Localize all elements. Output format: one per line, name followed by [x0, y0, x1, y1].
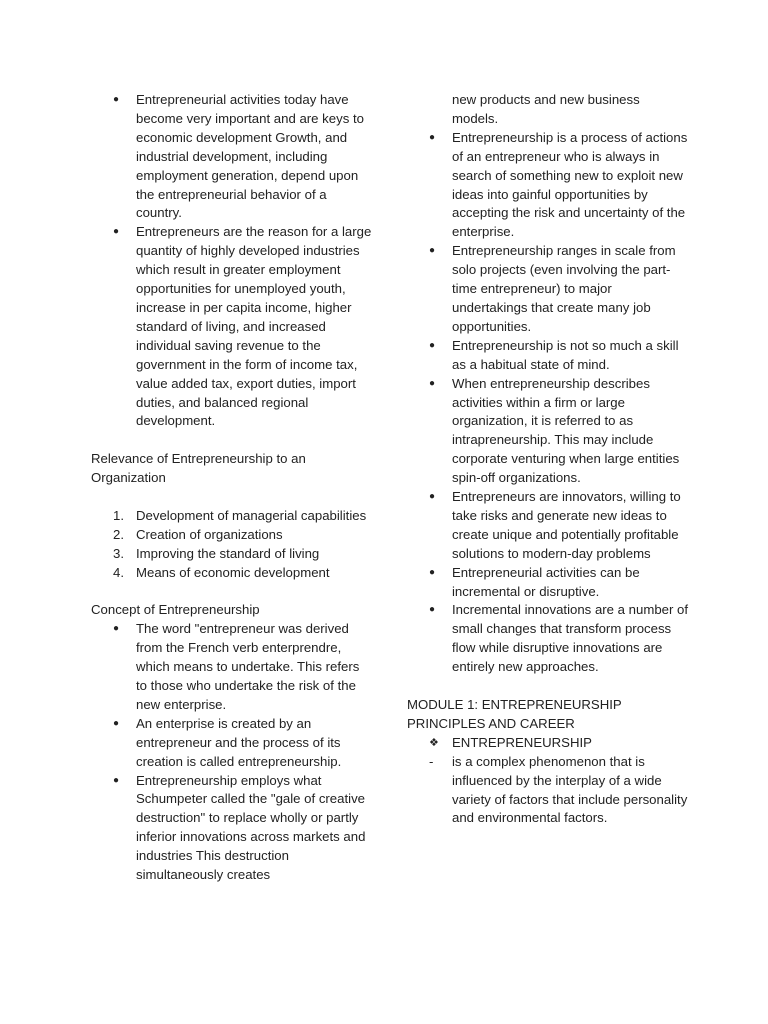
- list-item: ● Entrepreneurship ranges in scale from solo projects (even involving the part-time entrepreneur) to major undertakings that create many job opportunities.: [407, 242, 689, 337]
- list-item: ● Entrepreneurship is a process of actions of an entrepreneur who is always in search of something new to exploit new ideas into gainful opportunities by accepting the risk and uncertainty of the enterprise.: [407, 129, 689, 242]
- continued-text: new products and new business models.: [452, 92, 640, 126]
- list-item: ● Entrepreneurs are innovators, willing to take risks and generate new ideas to create unique and potentially profitable solutions to modern-day problems: [407, 488, 689, 564]
- list-item-text: Means of economic development: [136, 564, 330, 580]
- relevance-heading: Relevance of Entrepreneurship to an Organization: [91, 451, 306, 486]
- right-bullet-list: [407, 129, 689, 677]
- dash-bullet: -: [429, 753, 434, 769]
- diamond-list-item: [407, 734, 689, 753]
- list-item: ● Entrepreneurs are the reason for a large quantity of highly developed industries which result in greater employment opportunities for unemployed youth, increase in per capita income, higher standard of living, and increased individual saving revenue to the government in the form of income tax, value added tax, export duties, import duties, and balanced regional development.: [91, 223, 373, 431]
- list-item: ● The word "entrepreneur was derived from the French verb enterprendre, which means to undertake. This refers to those who undertake the risk of the new enterprise.: [91, 620, 373, 715]
- right-column: [407, 91, 689, 828]
- list-item-text: Creation of organizations: [136, 526, 283, 542]
- list-number: 1.: [113, 507, 124, 523]
- module-heading: MODULE 1: ENTREPRENEURSHIP PRINCIPLES AND CAREER: [407, 696, 622, 731]
- concept-bullet-list: [91, 620, 373, 885]
- list-number: 4.: [113, 564, 124, 580]
- list-item: ● Entrepreneurship employs what Schumpeter called the "gale of creative destruction" to replace wholly or partly inferior innovations across markets and industries This destruction simultaneously creates: [91, 772, 373, 885]
- list-item: ● Entrepreneurship is not so much a skill as a habitual state of mind.: [407, 337, 689, 375]
- list-item: [91, 526, 373, 545]
- dash-item-text: is a complex phenomenon that is influenced by the interplay of a wide variety of factors that include personality and environmental factors.: [452, 753, 688, 826]
- left-column: [91, 91, 373, 885]
- list-item: ● Incremental innovations are a number of small changes that transform process flow while disruptive innovations are entirely new approaches.: [407, 601, 689, 677]
- intro-bullet-list: [91, 91, 373, 431]
- list-item: ● Entrepreneurial activities today have become very important and are keys to economic development Growth, and industrial development, including employment generation, depend upon the entrepreneurial behavior of a country.: [91, 91, 373, 223]
- list-item: ● An enterprise is created by an entrepreneur and the process of its creation is called entrepreneurship.: [91, 715, 373, 772]
- list-item-text: Development of managerial capabilities: [136, 507, 367, 523]
- list-number: 2.: [113, 526, 124, 542]
- list-item: ● When entrepreneurship describes activities within a firm or large organization, it is referred to as intrapreneurship. This may include corporate venturing when large entities spin-off organizations.: [407, 375, 689, 488]
- list-item: [91, 545, 373, 564]
- list-item: [91, 507, 373, 526]
- list-item-text: Improving the standard of living: [136, 545, 320, 561]
- dash-list-item: [407, 753, 689, 829]
- diamond-item-text: ENTREPRENEURSHIP: [452, 734, 592, 750]
- list-number: 3.: [113, 545, 124, 561]
- concept-heading: Concept of Entrepreneurship: [91, 602, 260, 618]
- list-item: [91, 564, 373, 583]
- list-item: ● Entrepreneurial activities can be incremental or disruptive.: [407, 564, 689, 602]
- diamond-bullet-icon: ❖: [429, 736, 439, 749]
- relevance-numbered-list: [91, 507, 373, 583]
